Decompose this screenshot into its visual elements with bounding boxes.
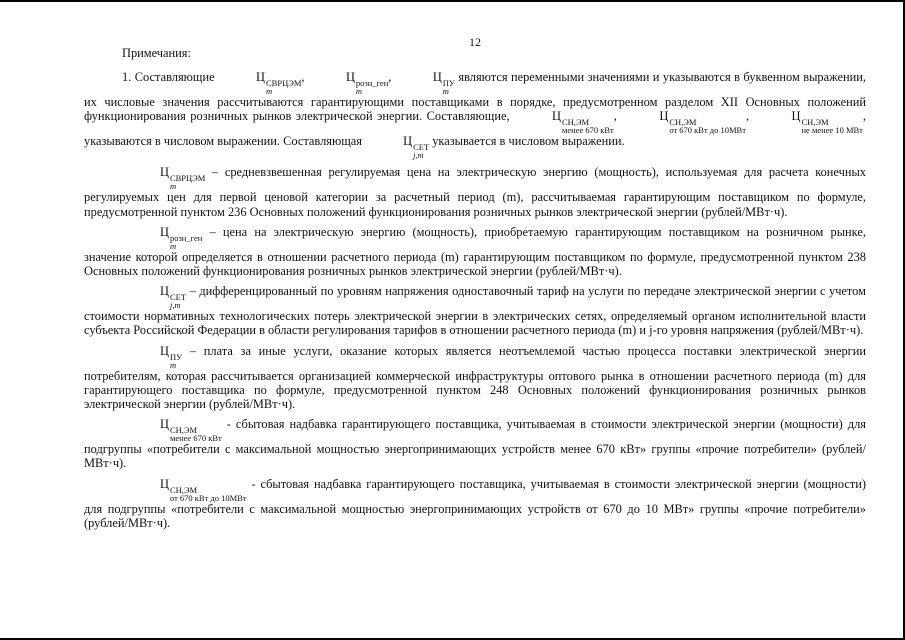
note-text: являются переменными значениями и указываются в буквенном выражении, их числовые значения рассчитываются гарантирующими поставщиками в порядке, предусмотренном разделом XII Основных положений функционирования розничных рынков электрической энергии. Составляющие,	[84, 70, 867, 124]
definition-text: - сбытовая надбавка гарантирующего поставщика, учитываемая в стоимости электрической энергии (мощности) для подгруппы «потребители с максимальной мощностью энергопринимающих устройств от 670 до 10 МВт» группы «прочие потребители» (рублей/МВт·ч).	[84, 476, 866, 530]
symbol-sn-em-less-670: Ц СН,ЭМ менее 670 кВт	[160, 417, 222, 444]
definition-svrcem	[84, 165, 866, 218]
note-text: , указываются в числовом выражении. Составляющая	[84, 109, 866, 149]
symbol-sn-em-less-670: Ц СН,ЭМ менее 670 кВт	[552, 109, 614, 136]
symbol-set: Ц СЕТ j,m	[160, 284, 187, 311]
definition-set	[84, 284, 866, 337]
definition-text: – средневзвешенная регулируемая цена на электрическую энергию (мощность), используемая для расчета конечных регулируемых цен для первой ценовой категории за расчетный период (m), рассчитываемая гарантирующим поставщиком по формуле, предусмотренной пунктом 236 Основных положений функционирования розничных рынков электрической энергии (рублей/МВт·ч).	[84, 165, 866, 219]
note-text: указывается в числовом выражении.	[429, 134, 625, 149]
notes-heading: Примечания:	[122, 46, 191, 60]
symbol-rozn-gen: Ц розн_ген m	[345, 70, 389, 97]
symbol-sn-em-over-10: Ц СН,ЭМ не менее 10 МВт	[791, 109, 863, 136]
symbol-pu: Ц ПУ m	[160, 343, 183, 370]
symbol-sn-em-670-10: Ц СН,ЭМ от 670 кВт до 10МВт	[160, 476, 247, 503]
definition-text: – плата за иные услуги, оказание которых является неотъемлемой частью процесса поставки электрической энергии потребителям, которая рассчитывается организацией коммерческой инфраструктуры оптового рынка в отношении расчетного периода (m) для гарантирующего поставщика по формуле, предусмотренной пунктом 248 Основных положений функционирования розничных рынков электрической энергии (рублей/МВт·ч).	[84, 343, 866, 412]
page-number: 12	[469, 35, 481, 49]
symbol-sn-em-670-10: Ц СН,ЭМ от 670 кВт до 10МВт	[659, 109, 746, 136]
note-text: Составляющие	[131, 70, 219, 85]
definition-sn-em-less-670	[84, 417, 866, 470]
symbol-pu: Ц ПУ m	[432, 70, 455, 97]
definition-sn-em-670-10	[84, 477, 866, 530]
symbol-svrcem: Ц СВРЦЭМ m	[256, 70, 302, 97]
definition-text: – цена на электрическую энергию (мощность), приобретаемую гарантирующим поставщиком на розничном рынке, значение которой определяется в отношении расчетного периода (m) гарантирующим поставщиком по формуле, предусмотренной пунктом 238 Основных положений функционирования розничных рынков электрической энергии (рублей/МВт·ч).	[84, 224, 866, 279]
symbol-svrcem: Ц СВРЦЭМ m	[160, 165, 206, 192]
definition-text: - сбытовая надбавка гарантирующего поставщика, учитываемая в стоимости электрической энергии (мощности) для подгруппы «потребители с максимальной мощностью энергопринимающих устройств менее 670 кВт» группы «прочие потребители» (рублей/МВт·ч).	[84, 417, 866, 471]
definition-rozn-gen	[84, 225, 866, 278]
document-body	[84, 46, 866, 536]
symbol-set: Ц СЕТ j,m	[403, 134, 430, 161]
note-number: 1.	[122, 70, 132, 85]
note-paragraph-1: 1. Составляющие Ц СВРЦЭМ m , Ц розн_ген m , Ц ПУ m являются переменными значениями и указываются в буквенном выражении, их числовые значения рассчитываются гарантирующими поставщиками в порядке, предусмотренном разделом XII Основных положений функционирования розничных рынков электрической энергии. Составляющие, Ц СН,ЭМ менее 670 кВт , Ц СН,ЭМ от 670 кВт до 10МВт , Ц СН,ЭМ не менее 10 МВт , указываются в числовом выражении. Составляющая Ц СЕТ j,m указывается в числовом выражении.	[84, 70, 867, 161]
symbol-rozn-gen: Ц розн_ген m	[160, 224, 203, 251]
definition-text: – дифференцированный по уровням напряжения одноставочный тариф на услуги по передаче электрической энергии с учетом стоимости нормативных технологических потерь электрической энергии в электрических сетях, определяемый органом исполнительной власти субъекта Российской Федерации в области регулирования тарифов в отношении расчетного периода (m) и j-го уровня напряжения (рублей/МВт·ч).	[84, 284, 866, 338]
definition-pu	[84, 344, 866, 412]
